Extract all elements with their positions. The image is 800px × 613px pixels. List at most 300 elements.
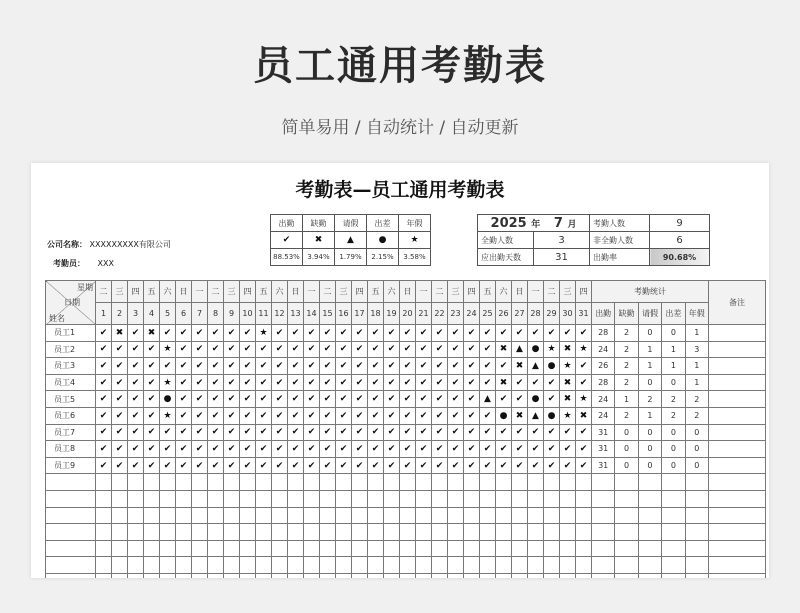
empty-cell[interactable] — [416, 490, 432, 507]
attendance-mark[interactable]: ✔ — [240, 374, 256, 391]
attendance-mark[interactable]: ✔ — [464, 374, 480, 391]
empty-cell[interactable] — [368, 573, 384, 578]
empty-cell[interactable] — [368, 490, 384, 507]
empty-cell[interactable] — [112, 474, 128, 491]
empty-cell[interactable] — [46, 507, 96, 524]
empty-cell[interactable] — [662, 540, 685, 557]
attendance-mark[interactable]: ✖ — [560, 391, 576, 408]
attendance-mark[interactable]: ✔ — [336, 457, 352, 474]
attendance-mark[interactable]: ✔ — [384, 457, 400, 474]
empty-cell[interactable] — [176, 524, 192, 541]
empty-cell[interactable] — [464, 474, 480, 491]
attendance-mark[interactable]: ✔ — [192, 441, 208, 458]
empty-cell[interactable] — [615, 557, 638, 574]
attendance-mark[interactable]: ✔ — [240, 391, 256, 408]
attendance-mark[interactable]: ✔ — [544, 424, 560, 441]
attendance-mark[interactable]: ✔ — [496, 325, 512, 342]
empty-cell[interactable] — [685, 540, 708, 557]
attendance-mark[interactable]: ✔ — [96, 407, 112, 424]
attendance-mark[interactable]: ✔ — [208, 341, 224, 358]
remark-cell[interactable] — [708, 407, 765, 424]
attendance-mark[interactable]: ✔ — [352, 325, 368, 342]
attendance-mark[interactable]: ✔ — [208, 441, 224, 458]
attendance-mark[interactable]: ✔ — [144, 424, 160, 441]
empty-cell[interactable] — [112, 573, 128, 578]
empty-cell[interactable] — [288, 573, 304, 578]
empty-cell[interactable] — [288, 557, 304, 574]
empty-cell[interactable] — [320, 474, 336, 491]
attendance-mark[interactable]: ✔ — [448, 358, 464, 375]
attendance-mark[interactable]: ✔ — [336, 441, 352, 458]
empty-cell[interactable] — [224, 490, 240, 507]
attendance-mark[interactable]: ● — [544, 407, 560, 424]
attendance-mark[interactable]: ✔ — [448, 424, 464, 441]
empty-cell[interactable] — [400, 474, 416, 491]
attendance-mark[interactable]: ✖ — [496, 374, 512, 391]
empty-cell[interactable] — [320, 557, 336, 574]
attendance-mark[interactable]: ✔ — [112, 441, 128, 458]
empty-cell[interactable] — [336, 507, 352, 524]
attendance-mark[interactable]: ✔ — [560, 441, 576, 458]
empty-cell[interactable] — [615, 490, 638, 507]
empty-cell[interactable] — [192, 540, 208, 557]
empty-cell[interactable] — [480, 573, 496, 578]
attendance-mark[interactable]: ✔ — [192, 341, 208, 358]
empty-cell[interactable] — [708, 540, 765, 557]
empty-cell[interactable] — [304, 490, 320, 507]
attendance-mark[interactable]: ✔ — [320, 358, 336, 375]
empty-cell[interactable] — [592, 557, 615, 574]
attendance-mark[interactable]: ✔ — [336, 341, 352, 358]
empty-cell[interactable] — [128, 524, 144, 541]
attendance-mark[interactable]: ✔ — [528, 457, 544, 474]
empty-cell[interactable] — [192, 557, 208, 574]
empty-cell[interactable] — [208, 490, 224, 507]
attendance-mark[interactable]: ✔ — [368, 325, 384, 342]
empty-cell[interactable] — [384, 540, 400, 557]
empty-cell[interactable] — [416, 524, 432, 541]
empty-cell[interactable] — [128, 474, 144, 491]
attendance-mark[interactable]: ✔ — [528, 325, 544, 342]
empty-cell[interactable] — [304, 524, 320, 541]
empty-cell[interactable] — [336, 490, 352, 507]
attendance-mark[interactable]: ✔ — [128, 391, 144, 408]
attendance-mark[interactable]: ✔ — [480, 341, 496, 358]
attendance-mark[interactable]: ✔ — [224, 457, 240, 474]
empty-cell[interactable] — [240, 490, 256, 507]
attendance-mark[interactable]: ✔ — [320, 407, 336, 424]
attendance-mark[interactable]: ✔ — [144, 391, 160, 408]
empty-cell[interactable] — [638, 540, 661, 557]
empty-cell[interactable] — [560, 490, 576, 507]
attendance-mark[interactable]: ✔ — [272, 374, 288, 391]
attendance-mark[interactable]: ✔ — [128, 457, 144, 474]
attendance-mark[interactable]: ✔ — [128, 325, 144, 342]
attendance-mark[interactable]: ✔ — [400, 341, 416, 358]
empty-cell[interactable] — [96, 507, 112, 524]
empty-cell[interactable] — [592, 540, 615, 557]
attendance-mark[interactable]: ✔ — [112, 424, 128, 441]
remark-cell[interactable] — [708, 441, 765, 458]
attendance-mark[interactable]: ✔ — [384, 407, 400, 424]
empty-cell[interactable] — [576, 524, 592, 541]
attendance-mark[interactable]: ✔ — [160, 457, 176, 474]
empty-cell[interactable] — [528, 557, 544, 574]
empty-cell[interactable] — [528, 540, 544, 557]
empty-cell[interactable] — [416, 474, 432, 491]
empty-cell[interactable] — [320, 507, 336, 524]
attendance-mark[interactable]: ✔ — [256, 441, 272, 458]
empty-cell[interactable] — [384, 507, 400, 524]
attendance-mark[interactable]: ✔ — [464, 457, 480, 474]
empty-cell[interactable] — [46, 540, 96, 557]
empty-cell[interactable] — [304, 540, 320, 557]
attendance-mark[interactable]: ✔ — [320, 424, 336, 441]
empty-cell[interactable] — [336, 540, 352, 557]
attendance-mark[interactable]: ★ — [576, 341, 592, 358]
empty-cell[interactable] — [638, 490, 661, 507]
attendance-mark[interactable]: ✔ — [96, 374, 112, 391]
empty-cell[interactable] — [192, 524, 208, 541]
attendance-mark[interactable]: ✔ — [336, 358, 352, 375]
attendance-mark[interactable]: ✔ — [144, 441, 160, 458]
empty-cell[interactable] — [512, 557, 528, 574]
empty-cell[interactable] — [46, 490, 96, 507]
attendance-mark[interactable]: ✖ — [560, 341, 576, 358]
attendance-mark[interactable]: ✔ — [496, 457, 512, 474]
empty-cell[interactable] — [176, 490, 192, 507]
attendance-mark[interactable]: ✔ — [256, 424, 272, 441]
empty-cell[interactable] — [544, 573, 560, 578]
attendance-mark[interactable]: ✔ — [288, 424, 304, 441]
attendance-mark[interactable]: ✔ — [304, 358, 320, 375]
attendance-mark[interactable]: ✔ — [272, 325, 288, 342]
empty-cell[interactable] — [208, 507, 224, 524]
empty-cell[interactable] — [416, 507, 432, 524]
empty-cell[interactable] — [256, 474, 272, 491]
empty-cell[interactable] — [160, 490, 176, 507]
empty-cell[interactable] — [448, 490, 464, 507]
empty-cell[interactable] — [416, 557, 432, 574]
empty-cell[interactable] — [304, 507, 320, 524]
empty-cell[interactable] — [208, 540, 224, 557]
attendance-mark[interactable]: ✔ — [432, 325, 448, 342]
empty-cell[interactable] — [112, 490, 128, 507]
attendance-mark[interactable]: ✔ — [288, 341, 304, 358]
empty-cell[interactable] — [464, 540, 480, 557]
attendance-mark[interactable]: ✔ — [320, 341, 336, 358]
attendance-mark[interactable]: ✔ — [256, 391, 272, 408]
empty-cell[interactable] — [528, 573, 544, 578]
attendance-mark[interactable]: ✔ — [192, 407, 208, 424]
empty-cell[interactable] — [176, 474, 192, 491]
attendance-mark[interactable]: ✔ — [432, 441, 448, 458]
attendance-mark[interactable]: ✔ — [464, 424, 480, 441]
empty-cell[interactable] — [176, 540, 192, 557]
attendance-mark[interactable]: ✔ — [240, 407, 256, 424]
attendance-mark[interactable]: ✔ — [208, 407, 224, 424]
attendance-mark[interactable]: ✔ — [112, 341, 128, 358]
attendance-mark[interactable]: ✔ — [496, 424, 512, 441]
empty-cell[interactable] — [685, 507, 708, 524]
attendance-mark[interactable]: ✖ — [512, 358, 528, 375]
empty-cell[interactable] — [224, 524, 240, 541]
attendance-mark[interactable]: ✖ — [560, 374, 576, 391]
attendance-mark[interactable]: ✔ — [480, 407, 496, 424]
empty-cell[interactable] — [544, 524, 560, 541]
attendance-mark[interactable]: ✔ — [176, 374, 192, 391]
empty-cell[interactable] — [448, 573, 464, 578]
attendance-mark[interactable]: ✔ — [448, 325, 464, 342]
empty-cell[interactable] — [576, 573, 592, 578]
empty-cell[interactable] — [320, 524, 336, 541]
attendance-mark[interactable]: ✔ — [224, 407, 240, 424]
attendance-mark[interactable]: ✔ — [240, 341, 256, 358]
attendance-mark[interactable]: ✔ — [416, 391, 432, 408]
attendance-mark[interactable]: ✔ — [544, 325, 560, 342]
empty-cell[interactable] — [576, 474, 592, 491]
attendance-mark[interactable]: ✔ — [256, 374, 272, 391]
empty-cell[interactable] — [336, 557, 352, 574]
attendance-mark[interactable]: ✔ — [400, 441, 416, 458]
attendance-mark[interactable]: ✔ — [240, 358, 256, 375]
attendance-mark[interactable]: ✔ — [144, 358, 160, 375]
empty-cell[interactable] — [544, 557, 560, 574]
attendance-mark[interactable]: ✔ — [272, 407, 288, 424]
attendance-mark[interactable]: ✔ — [96, 325, 112, 342]
remark-cell[interactable] — [708, 341, 765, 358]
attendance-mark[interactable]: ● — [496, 407, 512, 424]
attendance-mark[interactable]: ✔ — [224, 374, 240, 391]
empty-cell[interactable] — [46, 524, 96, 541]
attendance-mark[interactable]: ✔ — [320, 374, 336, 391]
attendance-mark[interactable]: ✔ — [192, 325, 208, 342]
empty-cell[interactable] — [112, 557, 128, 574]
empty-cell[interactable] — [288, 474, 304, 491]
empty-cell[interactable] — [224, 507, 240, 524]
empty-cell[interactable] — [662, 524, 685, 541]
empty-cell[interactable] — [320, 490, 336, 507]
attendance-mark[interactable]: ✔ — [416, 325, 432, 342]
empty-cell[interactable] — [240, 474, 256, 491]
attendance-mark[interactable]: ★ — [576, 391, 592, 408]
attendance-mark[interactable]: ✔ — [416, 441, 432, 458]
attendance-mark[interactable]: ✔ — [288, 358, 304, 375]
empty-cell[interactable] — [256, 524, 272, 541]
empty-cell[interactable] — [96, 524, 112, 541]
empty-cell[interactable] — [352, 540, 368, 557]
empty-cell[interactable] — [512, 573, 528, 578]
empty-cell[interactable] — [448, 540, 464, 557]
empty-cell[interactable] — [288, 524, 304, 541]
attendance-mark[interactable]: ✔ — [480, 325, 496, 342]
empty-cell[interactable] — [288, 490, 304, 507]
empty-cell[interactable] — [560, 573, 576, 578]
empty-cell[interactable] — [464, 490, 480, 507]
attendance-mark[interactable]: ✔ — [272, 358, 288, 375]
attendance-mark[interactable]: ✔ — [560, 325, 576, 342]
attendance-mark[interactable]: ✔ — [480, 424, 496, 441]
attendance-mark[interactable]: ✔ — [240, 441, 256, 458]
empty-cell[interactable] — [240, 557, 256, 574]
attendance-mark[interactable]: ✔ — [128, 407, 144, 424]
empty-cell[interactable] — [352, 573, 368, 578]
attendance-mark[interactable]: ✔ — [224, 441, 240, 458]
empty-cell[interactable] — [176, 507, 192, 524]
attendance-mark[interactable]: ✔ — [416, 341, 432, 358]
empty-cell[interactable] — [352, 507, 368, 524]
attendance-mark[interactable]: ✔ — [336, 325, 352, 342]
attendance-mark[interactable]: ✔ — [96, 358, 112, 375]
empty-cell[interactable] — [480, 474, 496, 491]
empty-cell[interactable] — [464, 557, 480, 574]
attendance-mark[interactable]: ✔ — [208, 457, 224, 474]
empty-cell[interactable] — [112, 540, 128, 557]
empty-cell[interactable] — [448, 524, 464, 541]
attendance-mark[interactable]: ✔ — [384, 358, 400, 375]
attendance-mark[interactable]: ✔ — [512, 424, 528, 441]
attendance-mark[interactable]: ✔ — [176, 341, 192, 358]
empty-cell[interactable] — [272, 540, 288, 557]
empty-cell[interactable] — [448, 557, 464, 574]
empty-cell[interactable] — [400, 507, 416, 524]
attendance-mark[interactable]: ✔ — [576, 325, 592, 342]
empty-cell[interactable] — [144, 573, 160, 578]
empty-cell[interactable] — [560, 524, 576, 541]
empty-cell[interactable] — [336, 524, 352, 541]
empty-cell[interactable] — [685, 474, 708, 491]
attendance-mark[interactable]: ✔ — [256, 341, 272, 358]
empty-cell[interactable] — [662, 507, 685, 524]
attendance-mark[interactable]: ✔ — [208, 374, 224, 391]
empty-cell[interactable] — [256, 507, 272, 524]
empty-cell[interactable] — [160, 573, 176, 578]
empty-cell[interactable] — [352, 557, 368, 574]
empty-cell[interactable] — [368, 507, 384, 524]
attendance-mark[interactable]: ✔ — [176, 325, 192, 342]
attendance-mark[interactable]: ✔ — [224, 325, 240, 342]
attendance-mark[interactable]: ✔ — [304, 407, 320, 424]
attendance-mark[interactable]: ★ — [160, 407, 176, 424]
attendance-mark[interactable]: ✔ — [240, 424, 256, 441]
empty-cell[interactable] — [192, 507, 208, 524]
attendance-mark[interactable]: ✖ — [144, 325, 160, 342]
empty-cell[interactable] — [480, 540, 496, 557]
attendance-mark[interactable]: ✔ — [336, 391, 352, 408]
attendance-mark[interactable]: ✔ — [352, 341, 368, 358]
empty-cell[interactable] — [256, 573, 272, 578]
empty-cell[interactable] — [272, 524, 288, 541]
attendance-mark[interactable]: ✔ — [416, 407, 432, 424]
attendance-mark[interactable]: ✔ — [512, 441, 528, 458]
attendance-mark[interactable]: ✔ — [480, 441, 496, 458]
empty-cell[interactable] — [400, 557, 416, 574]
attendance-mark[interactable]: ✔ — [176, 441, 192, 458]
empty-cell[interactable] — [352, 524, 368, 541]
attendance-mark[interactable]: ✔ — [544, 441, 560, 458]
empty-cell[interactable] — [685, 573, 708, 578]
empty-cell[interactable] — [638, 507, 661, 524]
attendance-mark[interactable]: ✔ — [432, 424, 448, 441]
attendance-mark[interactable]: ✔ — [320, 391, 336, 408]
attendance-mark[interactable]: ✔ — [368, 457, 384, 474]
attendance-mark[interactable]: ✔ — [352, 374, 368, 391]
empty-cell[interactable] — [576, 507, 592, 524]
empty-cell[interactable] — [496, 507, 512, 524]
empty-cell[interactable] — [352, 490, 368, 507]
empty-cell[interactable] — [615, 507, 638, 524]
empty-cell[interactable] — [272, 507, 288, 524]
attendance-mark[interactable]: ✔ — [304, 325, 320, 342]
empty-cell[interactable] — [576, 540, 592, 557]
empty-cell[interactable] — [320, 540, 336, 557]
attendance-mark[interactable]: ✔ — [336, 374, 352, 391]
attendance-mark[interactable]: ✔ — [352, 441, 368, 458]
attendance-mark[interactable]: ★ — [560, 358, 576, 375]
empty-cell[interactable] — [176, 557, 192, 574]
empty-cell[interactable] — [432, 557, 448, 574]
empty-cell[interactable] — [615, 524, 638, 541]
empty-cell[interactable] — [560, 540, 576, 557]
attendance-mark[interactable]: ✖ — [112, 325, 128, 342]
attendance-mark[interactable]: ✖ — [576, 407, 592, 424]
attendance-mark[interactable]: ✔ — [384, 341, 400, 358]
empty-cell[interactable] — [528, 490, 544, 507]
empty-cell[interactable] — [46, 474, 96, 491]
empty-cell[interactable] — [112, 507, 128, 524]
attendance-mark[interactable]: ✔ — [512, 325, 528, 342]
empty-cell[interactable] — [400, 573, 416, 578]
empty-cell[interactable] — [576, 490, 592, 507]
attendance-mark[interactable]: ✔ — [272, 341, 288, 358]
attendance-mark[interactable]: ✔ — [576, 374, 592, 391]
attendance-mark[interactable]: ✔ — [368, 424, 384, 441]
empty-cell[interactable] — [512, 540, 528, 557]
attendance-mark[interactable]: ✔ — [352, 424, 368, 441]
attendance-mark[interactable]: ✔ — [96, 424, 112, 441]
attendance-mark[interactable]: ✔ — [272, 457, 288, 474]
attendance-mark[interactable]: ✔ — [112, 358, 128, 375]
empty-cell[interactable] — [512, 490, 528, 507]
attendance-mark[interactable]: ✔ — [544, 457, 560, 474]
empty-cell[interactable] — [224, 474, 240, 491]
empty-cell[interactable] — [432, 540, 448, 557]
attendance-mark[interactable]: ✔ — [496, 441, 512, 458]
attendance-mark[interactable]: ✔ — [208, 424, 224, 441]
attendance-mark[interactable]: ✔ — [160, 441, 176, 458]
attendance-mark[interactable]: ✔ — [528, 441, 544, 458]
empty-cell[interactable] — [192, 573, 208, 578]
attendance-mark[interactable]: ✔ — [112, 374, 128, 391]
attendance-mark[interactable]: ✔ — [576, 441, 592, 458]
empty-cell[interactable] — [638, 557, 661, 574]
empty-cell[interactable] — [592, 573, 615, 578]
empty-cell[interactable] — [384, 557, 400, 574]
attendance-mark[interactable]: ✔ — [112, 391, 128, 408]
attendance-mark[interactable]: ✔ — [240, 457, 256, 474]
attendance-mark[interactable]: ✔ — [432, 407, 448, 424]
attendance-mark[interactable]: ▲ — [512, 341, 528, 358]
empty-cell[interactable] — [272, 474, 288, 491]
attendance-mark[interactable]: ✔ — [384, 441, 400, 458]
attendance-mark[interactable]: ✔ — [288, 391, 304, 408]
attendance-mark[interactable]: ★ — [160, 341, 176, 358]
attendance-mark[interactable]: ✔ — [192, 358, 208, 375]
empty-cell[interactable] — [208, 524, 224, 541]
empty-cell[interactable] — [160, 507, 176, 524]
empty-cell[interactable] — [432, 524, 448, 541]
empty-cell[interactable] — [288, 507, 304, 524]
